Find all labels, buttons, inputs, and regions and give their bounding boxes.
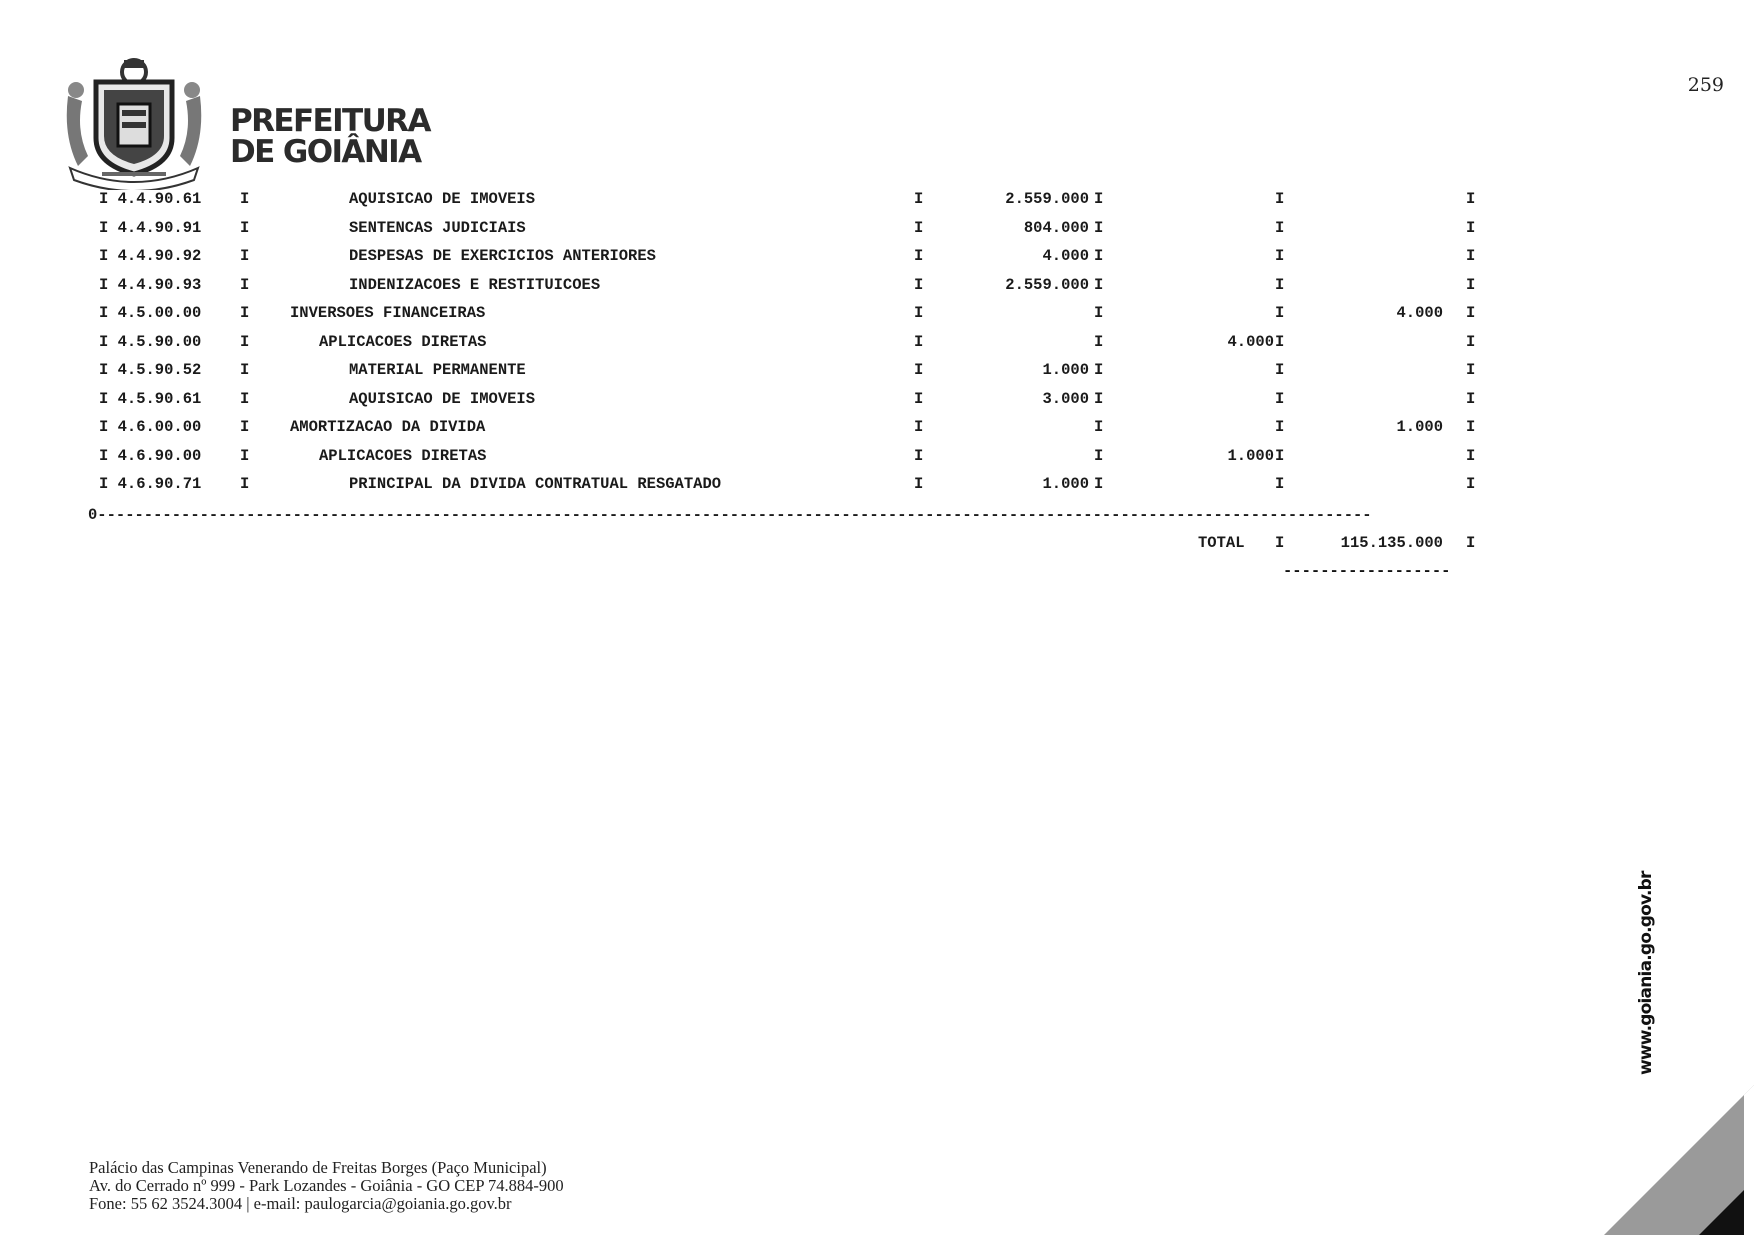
table-row — [0, 418, 1754, 447]
separator: I — [914, 275, 924, 294]
total-underline: ------------------ — [1283, 562, 1451, 580]
separator: I — [1275, 218, 1285, 237]
corner-decoration-icon — [1604, 1085, 1754, 1240]
separator: I — [914, 247, 924, 265]
separator: I — [1094, 361, 1104, 379]
table-row — [0, 447, 1754, 476]
value-detail: 2.559.000 — [1005, 275, 1089, 294]
separator: I — [240, 247, 250, 265]
account-description: AMORTIZACAO DA DIVIDA — [290, 418, 486, 436]
separator: I — [914, 361, 924, 379]
brand-line-2: DE GOIÂNIA — [230, 134, 421, 170]
account-description: INVERSOES FINANCEIRAS — [290, 304, 486, 322]
separator: I — [240, 418, 250, 436]
value-total: 4.000 — [1396, 304, 1443, 322]
account-code: I 4.5.90.52 — [99, 361, 202, 379]
separator: I — [914, 475, 924, 493]
account-code: I 4.6.90.71 — [99, 475, 202, 493]
separator: I — [1094, 332, 1104, 351]
account-description: APLICACOES DIRETAS — [319, 446, 487, 465]
value-subtotal: 1.000 — [1227, 446, 1274, 465]
table-row — [0, 247, 1754, 276]
separator: I — [1466, 475, 1476, 493]
page-number: 259 — [1687, 74, 1724, 96]
account-code: I 4.5.90.61 — [99, 389, 202, 408]
budget-table — [0, 190, 1754, 504]
value-detail: 1.000 — [1042, 361, 1089, 379]
footer-address — [89, 1159, 564, 1213]
separator: I — [914, 389, 924, 408]
account-description: DESPESAS DE EXERCICIOS ANTERIORES — [349, 247, 656, 265]
separator: I — [914, 218, 924, 237]
total-label: TOTAL — [1198, 534, 1245, 552]
separator: I — [240, 218, 250, 237]
value-subtotal: 4.000 — [1227, 332, 1274, 351]
side-website-url: www.goiania.go.gov.br — [1636, 871, 1656, 1075]
account-code: I 4.5.00.00 — [99, 304, 202, 322]
account-description: AQUISICAO DE IMOVEIS — [349, 190, 536, 208]
account-description: APLICACOES DIRETAS — [319, 332, 487, 351]
separator: I — [1466, 304, 1476, 322]
separator: I — [914, 332, 924, 351]
separator: I — [240, 190, 250, 208]
account-description: PRINCIPAL DA DIVIDA CONTRATUAL RESGATADO — [349, 475, 722, 493]
table-row — [0, 276, 1754, 305]
table-row — [0, 475, 1754, 504]
separator: I — [914, 190, 924, 208]
separator: I — [1466, 418, 1476, 436]
separator: I — [1094, 475, 1104, 493]
separator: I — [914, 304, 924, 322]
footer-line-1: Palácio das Campinas Venerando de Freitas Borges (Paço Municipal) — [89, 1158, 547, 1177]
separator: I — [1094, 190, 1104, 208]
separator: I — [1094, 418, 1104, 436]
goiania-coat-of-arms-icon — [58, 56, 210, 195]
account-description: MATERIAL PERMANENTE — [349, 361, 526, 379]
separator: I — [1094, 247, 1104, 265]
brand-wordmark — [230, 103, 430, 170]
separator: I — [1275, 332, 1285, 351]
separator: I — [914, 446, 924, 465]
separator: I — [1275, 247, 1285, 265]
separator: I — [1275, 190, 1285, 208]
value-detail: 804.000 — [1023, 218, 1089, 237]
account-code: I 4.5.90.00 — [99, 332, 202, 351]
account-code: I 4.4.90.61 — [99, 190, 202, 208]
value-detail: 2.559.000 — [1005, 190, 1089, 208]
table-row — [0, 219, 1754, 248]
account-code: I 4.4.90.91 — [99, 218, 202, 237]
separator: I — [240, 475, 250, 493]
value-detail: 3.000 — [1042, 389, 1089, 408]
table-row — [0, 361, 1754, 390]
value-total: 1.000 — [1396, 418, 1443, 436]
separator: I — [1466, 218, 1476, 237]
table-divider: 0----------------------------------------------------------------------------------------------------------------------------------------- — [88, 506, 1372, 524]
separator: I — [1275, 475, 1285, 493]
footer-line-2: Av. do Cerrado nº 999 - Park Lozandes - Goiânia - GO CEP 74.884-900 — [89, 1176, 564, 1195]
value-detail: 4.000 — [1042, 247, 1089, 265]
separator: I — [914, 418, 924, 436]
separator: I — [1275, 446, 1285, 465]
separator: I — [1094, 389, 1104, 408]
table-row — [0, 390, 1754, 419]
value-detail: 1.000 — [1042, 475, 1089, 493]
account-code: I 4.4.90.93 — [99, 275, 202, 294]
table-row — [0, 333, 1754, 362]
footer-line-3: Fone: 55 62 3524.3004 | e-mail: paulogarcia@goiania.go.gov.br — [89, 1194, 512, 1213]
total-value: 115.135.000 — [1340, 534, 1443, 552]
account-description: INDENIZACOES E RESTITUICOES — [349, 275, 601, 294]
separator: I — [1275, 389, 1285, 408]
separator: I — [1275, 304, 1285, 322]
separator: I — [1466, 275, 1476, 294]
separator: I — [1466, 389, 1476, 408]
account-description: SENTENCAS JUDICIAIS — [349, 218, 526, 237]
brand-line-1: PREFEITURA — [230, 103, 430, 139]
separator: I — [1466, 247, 1476, 265]
separator: I — [1466, 332, 1476, 351]
account-description: AQUISICAO DE IMOVEIS — [349, 389, 536, 408]
separator: I — [240, 304, 250, 322]
separator: I — [240, 446, 250, 465]
separator: I — [1094, 218, 1104, 237]
separator: I — [240, 275, 250, 294]
account-code: I 4.6.90.00 — [99, 446, 202, 465]
separator: I — [1466, 446, 1476, 465]
separator: I — [1466, 361, 1476, 379]
separator: I — [1094, 275, 1104, 294]
table-row — [0, 190, 1754, 219]
table-row — [0, 304, 1754, 333]
separator: I — [1275, 275, 1285, 294]
total-separator: I — [1275, 534, 1285, 552]
separator: I — [1094, 446, 1104, 465]
total-separator-end: I — [1466, 534, 1476, 552]
account-code: I 4.6.00.00 — [99, 418, 202, 436]
separator: I — [1275, 418, 1285, 436]
separator: I — [240, 361, 250, 379]
separator: I — [1275, 361, 1285, 379]
separator: I — [1094, 304, 1104, 322]
account-code: I 4.4.90.92 — [99, 247, 202, 265]
separator: I — [1466, 190, 1476, 208]
separator: I — [240, 332, 250, 351]
separator: I — [240, 389, 250, 408]
